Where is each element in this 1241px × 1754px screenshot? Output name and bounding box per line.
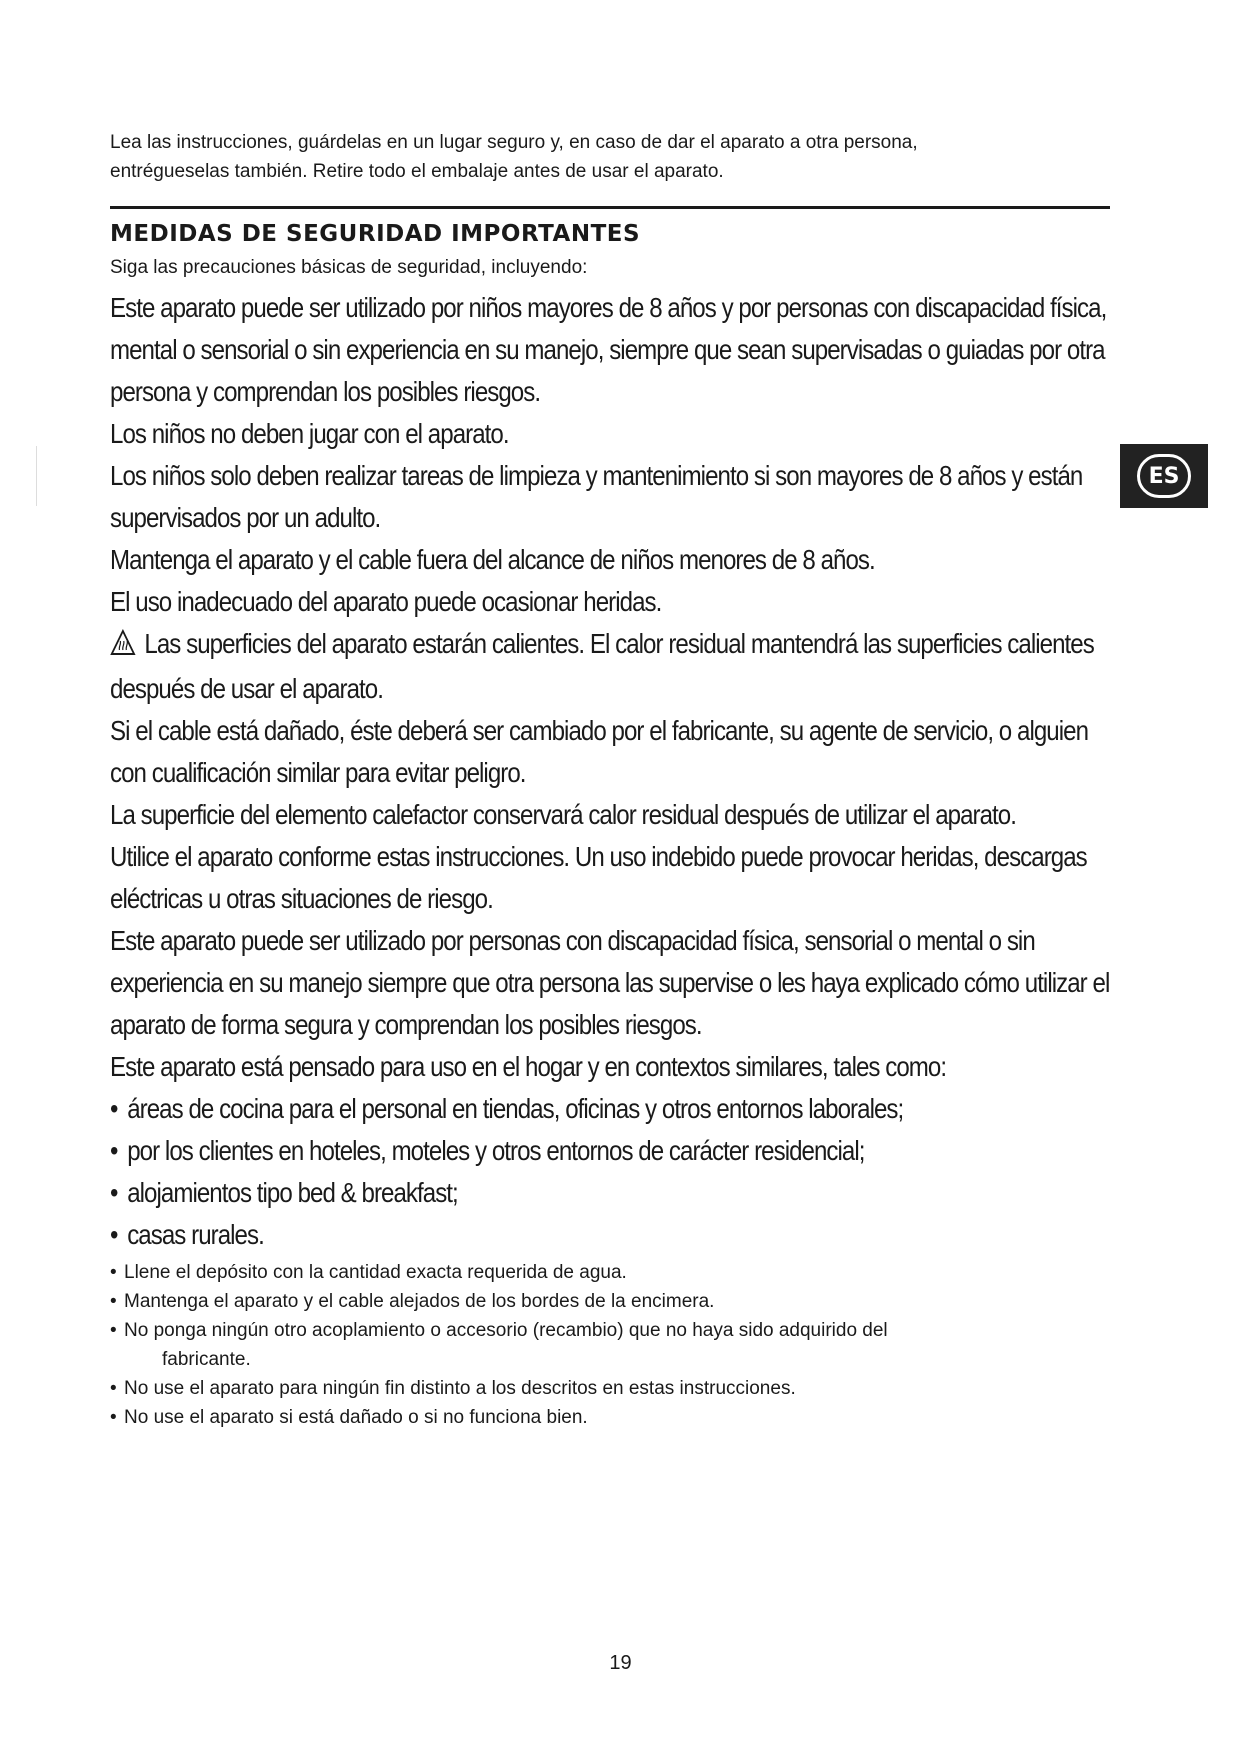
instruction-line: Utilice el aparato conforme estas instrucciones. Un uso indebido puede provocar heridas, descargas [110,841,1087,872]
margin-mark [36,446,37,506]
list-item-text: No ponga ningún otro acoplamiento o accesorio (recambio) que no haya sido adquirido del [124,1320,888,1341]
list-item: • por los clientes en hoteles, moteles y otros entornos de carácter residencial; [110,1130,1133,1172]
list-item: • casas rurales. [110,1214,1133,1256]
list-item-continuation: fabricante. [162,1349,251,1370]
instruction-line: supervisados por un adulto. [110,502,381,533]
instruction-line: Este aparato puede ser utilizado por niños mayores de 8 años y por personas con discapacidad física, [110,292,1107,323]
instruction-line: eléctricas u otras situaciones de riesgo. [110,883,493,914]
list-item: • No use el aparato para ningún fin distinto a los descritos en estas instrucciones. [110,1374,1120,1403]
instruction-line: Si el cable está dañado, éste deberá ser cambiado por el fabricante, su agente de servicio, o alguien [110,715,1089,746]
instruction-line: aparato de forma segura y comprendan los posibles riesgos. [110,1009,702,1040]
language-tab [1120,444,1208,508]
instruction-line: Mantenga el aparato y el cable fuera del alcance de niños menores de 8 años. [110,544,875,575]
instruction-line: Los niños solo deben realizar tareas de limpieza y mantenimiento si son mayores de 8 años y están [110,460,1083,491]
instruction-line: La superficie del elemento calefactor conservará calor residual después de utilizar el aparato. [110,799,1016,830]
intro-line-1: Lea las instrucciones, guárdelas en un lugar seguro y, en caso de dar el aparato a otra persona, [110,132,918,153]
instruction-line: después de usar el aparato. [110,673,383,704]
instruction-line: Este aparato está pensado para uso en el hogar y en contextos similares, tales como: [110,1051,947,1082]
page-number: 19 [609,1652,632,1674]
safety-instructions [110,287,1120,1256]
intro-line-2: entrégueselas también. Retire todo el embalaje antes de usar el aparato. [110,161,724,182]
section-title: MEDIDAS DE SEGURIDAD IMPORTANTES [110,221,641,247]
hot-surface-warning-icon [110,626,136,668]
section-subtitle: Siga las precauciones básicas de seguridad, incluyendo: [110,257,588,278]
page-content [110,128,1120,1432]
language-badge: ES [1137,454,1191,498]
instruction-line: mental o sensorial o sin experiencia en su manejo, siempre que sean supervisadas o guiadas por otra [110,334,1105,365]
instruction-line: Los niños no deben jugar con el aparato. [110,418,509,449]
instruction-line: con cualificación similar para evitar peligro. [110,757,526,788]
instruction-line: El uso inadecuado del aparato puede ocasionar heridas. [110,586,662,617]
list-item: • alojamientos tipo bed & breakfast; [110,1172,1133,1214]
section-divider [110,206,1110,209]
instruction-line: persona y comprendan los posibles riesgos. [110,376,541,407]
instruction-line: Este aparato puede ser utilizado por personas con discapacidad física, sensorial o mental o sin [110,925,1035,956]
list-item: • áreas de cocina para el personal en tiendas, oficinas y otros entornos laborales; [110,1088,1133,1130]
list-item: • Llene el depósito con la cantidad exacta requerida de agua. [110,1258,1120,1287]
instruction-line: experiencia en su manejo siempre que otra persona las supervise o les haya explicado cómo utilizar el [110,967,1110,998]
list-item: • No use el aparato si está dañado o si no funciona bien. [110,1403,1120,1432]
warning-text: Las superficies del aparato estarán calientes. El calor residual mantendrá las superficies calientes [144,628,1094,659]
list-item: • Mantenga el aparato y el cable alejados de los bordes de la encimera. [110,1287,1120,1316]
hot-surface-warning [110,623,1116,668]
list-item [110,1316,1120,1374]
additional-instructions [110,1258,1120,1432]
